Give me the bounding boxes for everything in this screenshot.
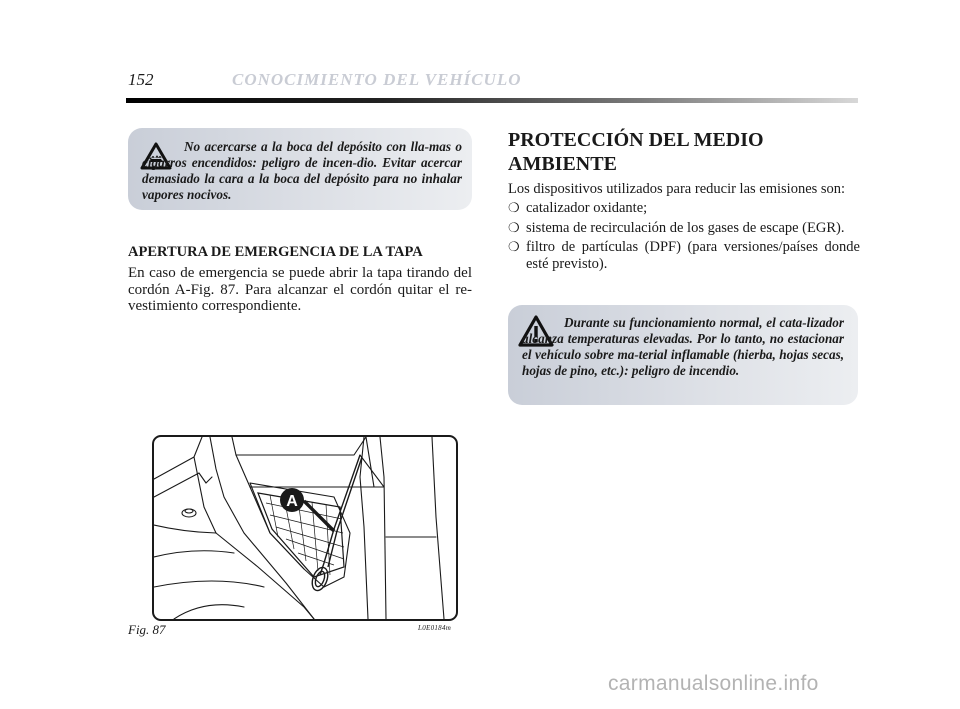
fuel-warning-box: [128, 128, 472, 210]
environment-intro: Los dispositivos utilizados para reducir las emisiones son:: [508, 181, 846, 197]
emergency-cord-illustration: [154, 437, 456, 619]
bullet-icon: ❍: [508, 219, 520, 235]
list-item-text: sistema de recirculación de los gases de escape (EGR).: [526, 219, 845, 236]
fuel-warning-text: No acercarse a la boca del depósito con lla-mas o cigarros encendidos: peligro de incen-dio. Evitar acercar demasiado la cara a la boca del depósito para no inhalar vapores nocivos.: [142, 139, 462, 202]
list-item: [508, 239, 860, 272]
list-item-text: filtro de partículas (DPF) (para versiones/países donde esté previsto).: [526, 239, 860, 272]
watermark: carmanualsonline.info: [608, 672, 819, 695]
figure-code: L0E0184m: [418, 624, 452, 632]
bullet-icon: ❍: [508, 239, 520, 254]
emergency-opening-text: En caso de emergencia se puede abrir la tapa tirando del cordón A-Fig. 87. Para alcanzar el cordón quitar el re-vestimiento correspondiente.: [128, 265, 472, 314]
catalyst-warning-text: Durante su funcionamiento normal, el cata-lizador alcanza temperaturas elevadas. Por lo tanto, no estacionar el vehículo sobre ma-terial inflamable (hierba, hojas secas, hojas de pino, etc.): peligro de incendio.: [522, 315, 844, 378]
figure-87: [152, 435, 458, 621]
figure-caption: Fig. 87: [128, 622, 166, 637]
bullet-icon: ❍: [508, 200, 520, 215]
list-item: [508, 220, 860, 237]
environment-heading: PROTECCIÓN DEL MEDIO AMBIENTE: [508, 129, 764, 175]
list-item-text: catalizador oxidante;: [526, 200, 648, 216]
figure-label-a: A: [286, 493, 298, 510]
emission-devices-list: [508, 200, 860, 275]
emergency-opening-heading: APERTURA DE EMERGENCIA DE LA TAPA: [128, 244, 423, 260]
list-item: [508, 200, 860, 217]
page-number: 152: [128, 70, 154, 89]
running-title: CONOCIMIENTO DEL VEHÍCULO: [232, 70, 522, 89]
header-rule: [126, 98, 858, 103]
catalyst-warning-box: [508, 305, 858, 405]
